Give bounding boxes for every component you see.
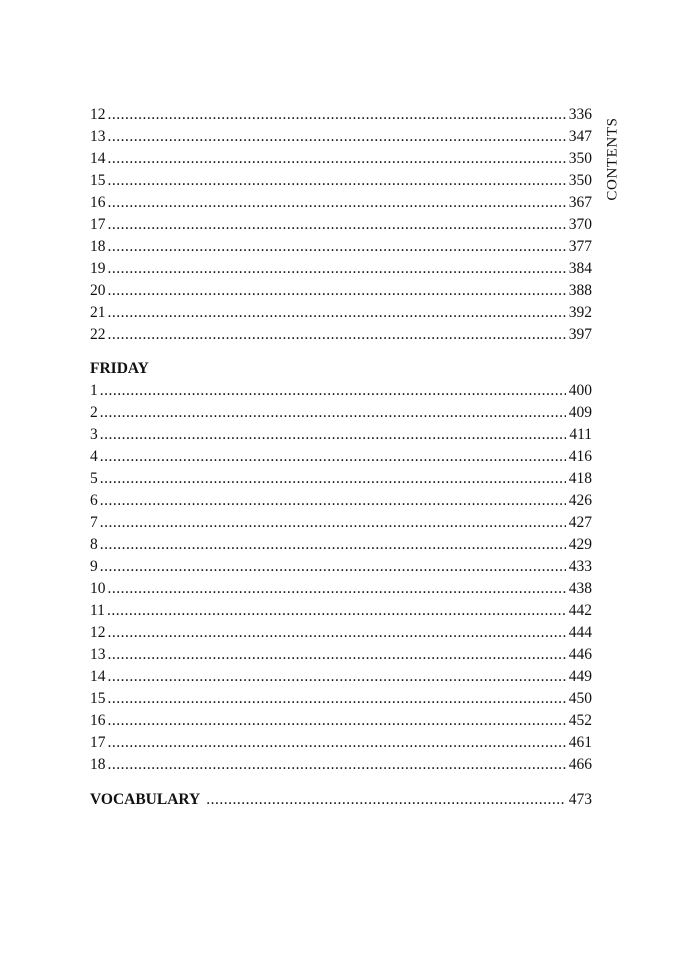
toc-entry[interactable] bbox=[90, 280, 592, 302]
toc-entry-page: 416 bbox=[568, 448, 592, 465]
toc-entry-page: 411 bbox=[569, 426, 592, 443]
toc-entry[interactable] bbox=[90, 556, 592, 578]
toc-entry[interactable] bbox=[90, 688, 592, 710]
toc-entry[interactable] bbox=[90, 600, 592, 622]
toc-entry-page: 466 bbox=[568, 756, 592, 773]
dot-leader bbox=[100, 534, 566, 556]
toc-entry-label: 12 bbox=[90, 624, 106, 641]
dot-leader bbox=[108, 214, 566, 236]
toc-entry-label: 13 bbox=[90, 128, 106, 145]
toc-entry-label: 11 bbox=[90, 602, 105, 619]
running-head-text: CONTENTS bbox=[604, 117, 621, 201]
dot-leader bbox=[108, 192, 566, 214]
toc-entry-page: 370 bbox=[568, 216, 592, 233]
toc-entry-page: 336 bbox=[568, 106, 592, 123]
toc-entry-label: 19 bbox=[90, 260, 106, 277]
dot-leader bbox=[100, 424, 567, 446]
dot-leader bbox=[108, 578, 566, 600]
section-heading-friday: FRIDAY bbox=[90, 360, 149, 377]
toc-entry-label: 5 bbox=[90, 470, 98, 487]
toc-entry-label: VOCABULARY bbox=[90, 791, 201, 808]
toc-entry-label: 13 bbox=[90, 646, 106, 663]
toc-entry-page: 461 bbox=[568, 734, 592, 751]
dot-leader bbox=[100, 512, 566, 534]
toc-entry[interactable] bbox=[90, 402, 592, 424]
toc-entry-page: 433 bbox=[568, 558, 592, 575]
dot-leader bbox=[108, 104, 566, 126]
dot-leader bbox=[108, 302, 566, 324]
toc-entry[interactable] bbox=[90, 490, 592, 512]
toc-entry-page: 384 bbox=[568, 260, 592, 277]
toc-entry-label: 14 bbox=[90, 150, 106, 167]
toc-entry[interactable] bbox=[90, 512, 592, 534]
toc-entry-label: 8 bbox=[90, 536, 98, 553]
toc-entry-label: 6 bbox=[90, 492, 98, 509]
toc-entry-page: 377 bbox=[568, 238, 592, 255]
toc-entry-label: 17 bbox=[90, 216, 106, 233]
toc-entry[interactable] bbox=[90, 380, 592, 402]
toc-entry-page: 446 bbox=[568, 646, 592, 663]
toc-entry-label: 9 bbox=[90, 558, 98, 575]
toc-entry-page: 397 bbox=[568, 326, 592, 343]
toc-entry-label: 16 bbox=[90, 712, 106, 729]
dot-leader bbox=[108, 754, 566, 776]
toc-entry-page: 473 bbox=[568, 791, 592, 808]
toc-entry[interactable] bbox=[90, 446, 592, 468]
dot-leader bbox=[100, 556, 566, 578]
toc-entry[interactable] bbox=[90, 258, 592, 280]
toc-entry[interactable] bbox=[90, 732, 592, 754]
dot-leader bbox=[108, 622, 566, 644]
dot-leader bbox=[108, 280, 566, 302]
toc-entry[interactable] bbox=[90, 578, 592, 600]
toc-entry-label: 10 bbox=[90, 580, 106, 597]
dot-leader bbox=[100, 446, 566, 468]
toc-entry-page: 429 bbox=[568, 536, 592, 553]
toc-list-friday bbox=[90, 380, 592, 776]
dot-leader bbox=[108, 710, 566, 732]
dot-leader bbox=[100, 402, 566, 424]
dot-leader bbox=[100, 490, 566, 512]
toc-entry-page: 444 bbox=[568, 624, 592, 641]
dot-leader bbox=[108, 236, 566, 258]
toc-entry-label: 20 bbox=[90, 282, 106, 299]
toc-entry-label: 3 bbox=[90, 426, 98, 443]
toc-entry-label: 22 bbox=[90, 326, 106, 343]
toc-entry-page: 438 bbox=[568, 580, 592, 597]
toc-entry-label: 7 bbox=[90, 514, 98, 531]
toc-entry-label: 17 bbox=[90, 734, 106, 751]
toc-entry[interactable] bbox=[90, 192, 592, 214]
toc-entry[interactable] bbox=[90, 126, 592, 148]
toc-entry-vocabulary[interactable] bbox=[90, 789, 592, 811]
toc-entry-page: 450 bbox=[568, 690, 592, 707]
dot-leader bbox=[108, 666, 566, 688]
dot-leader bbox=[100, 468, 566, 490]
dot-leader bbox=[108, 644, 566, 666]
toc-entry-label: 15 bbox=[90, 172, 106, 189]
toc-entry[interactable] bbox=[90, 302, 592, 324]
toc-entry-page: 426 bbox=[568, 492, 592, 509]
toc-entry-label: 14 bbox=[90, 668, 106, 685]
dot-leader bbox=[100, 380, 566, 402]
toc-entry[interactable] bbox=[90, 622, 592, 644]
toc-entry-page: 449 bbox=[568, 668, 592, 685]
toc-list-continued bbox=[90, 104, 592, 346]
toc-entry-page: 347 bbox=[568, 128, 592, 145]
toc-entry-label: 12 bbox=[90, 106, 106, 123]
toc-entry-label: 15 bbox=[90, 690, 106, 707]
dot-leader bbox=[108, 258, 566, 280]
toc-entry[interactable] bbox=[90, 324, 592, 346]
toc-entry-page: 392 bbox=[568, 304, 592, 321]
toc-entry-label: 21 bbox=[90, 304, 106, 321]
dot-leader bbox=[108, 126, 566, 148]
toc-entry-page: 350 bbox=[568, 150, 592, 167]
toc-entry[interactable] bbox=[90, 666, 592, 688]
toc-entry-page: 388 bbox=[568, 282, 592, 299]
dot-leader bbox=[108, 170, 566, 192]
toc-entry-page: 427 bbox=[568, 514, 592, 531]
running-head-vertical bbox=[603, 106, 623, 212]
dot-leader bbox=[107, 600, 566, 622]
dot-leader bbox=[108, 148, 566, 170]
dot-leader bbox=[108, 324, 566, 346]
toc-entry-label: 4 bbox=[90, 448, 98, 465]
toc-entry[interactable] bbox=[90, 424, 592, 446]
dot-leader bbox=[108, 688, 566, 710]
toc-entry[interactable] bbox=[90, 710, 592, 732]
dot-leader bbox=[206, 789, 566, 811]
toc-entry-page: 367 bbox=[568, 194, 592, 211]
toc-entry[interactable] bbox=[90, 754, 592, 776]
dot-leader bbox=[108, 732, 566, 754]
table-of-contents bbox=[90, 104, 592, 811]
toc-entry[interactable] bbox=[90, 104, 592, 126]
toc-entry-page: 409 bbox=[568, 404, 592, 421]
toc-entry[interactable] bbox=[90, 644, 592, 666]
toc-entry-label: 1 bbox=[90, 382, 98, 399]
toc-entry-page: 442 bbox=[568, 602, 592, 619]
toc-entry[interactable] bbox=[90, 214, 592, 236]
toc-entry-label: 18 bbox=[90, 238, 106, 255]
toc-entry[interactable] bbox=[90, 170, 592, 192]
toc-entry[interactable] bbox=[90, 534, 592, 556]
toc-entry-label: 18 bbox=[90, 756, 106, 773]
toc-entry-page: 452 bbox=[568, 712, 592, 729]
toc-entry[interactable] bbox=[90, 236, 592, 258]
toc-entry[interactable] bbox=[90, 148, 592, 170]
toc-entry-label: 2 bbox=[90, 404, 98, 421]
toc-entry-page: 350 bbox=[568, 172, 592, 189]
toc-entry-page: 400 bbox=[568, 382, 592, 399]
toc-entry[interactable] bbox=[90, 468, 592, 490]
toc-entry-label: 16 bbox=[90, 194, 106, 211]
toc-entry-page: 418 bbox=[568, 470, 592, 487]
